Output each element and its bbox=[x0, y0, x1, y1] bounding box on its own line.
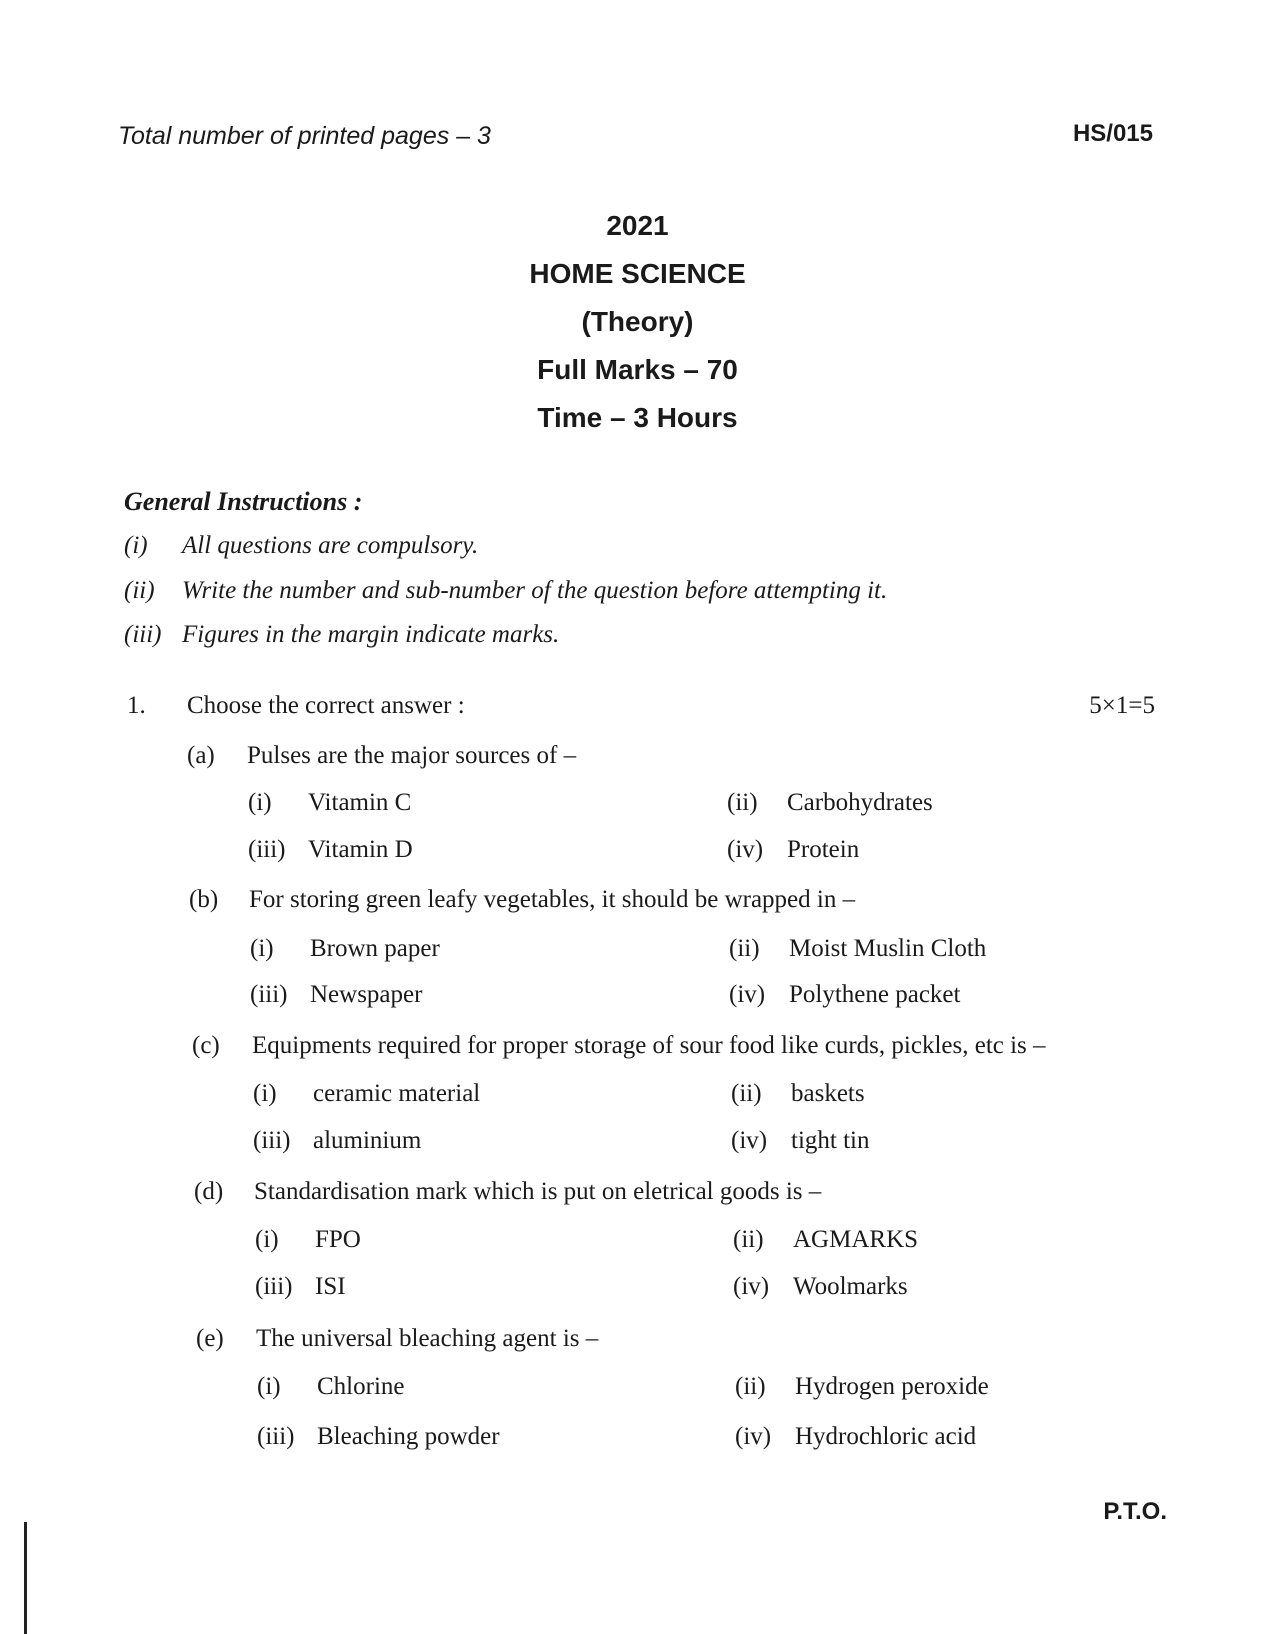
option-text: aluminium bbox=[313, 1127, 422, 1154]
instruction-number: (i) bbox=[124, 532, 148, 559]
option-label: (iii) bbox=[248, 836, 286, 863]
option-label: (i) bbox=[253, 1080, 277, 1107]
sub-question-label: (a) bbox=[187, 742, 215, 769]
option-text: Bleaching powder bbox=[317, 1423, 500, 1450]
sub-question-text: For storing green leafy vegetables, it should be wrapped in – bbox=[249, 886, 856, 913]
option-text: Brown paper bbox=[310, 935, 440, 962]
option-label: (iv) bbox=[733, 1273, 770, 1300]
option-text: AGMARKS bbox=[793, 1226, 919, 1253]
option-text: Carbohydrates bbox=[787, 789, 933, 816]
question-text: Choose the correct answer : bbox=[187, 692, 465, 719]
option-text: ISI bbox=[315, 1273, 346, 1300]
option-label: (ii) bbox=[729, 935, 760, 962]
sub-question-label: (d) bbox=[194, 1178, 224, 1205]
instruction-text: Write the number and sub-number of the question before attempting it. bbox=[182, 577, 888, 604]
full-marks: Full Marks – 70 bbox=[537, 354, 738, 385]
instruction-number: (ii) bbox=[124, 577, 155, 604]
sub-question-label: (e) bbox=[196, 1325, 224, 1352]
question-number: 1. bbox=[127, 692, 146, 719]
option-label: (ii) bbox=[727, 789, 758, 816]
option-text: Newspaper bbox=[310, 981, 423, 1008]
option-label: (i) bbox=[250, 935, 274, 962]
sub-question-label: (b) bbox=[189, 886, 219, 913]
sub-question-text: Equipments required for proper storage of sour food like curds, pickles, etc is – bbox=[252, 1032, 1046, 1059]
option-label: (iii) bbox=[255, 1273, 293, 1300]
title-block bbox=[0, 202, 1275, 442]
option-text: FPO bbox=[315, 1226, 361, 1253]
paper-code: HS/015 bbox=[1072, 120, 1153, 147]
option-text: Protein bbox=[787, 836, 860, 863]
option-label: (i) bbox=[248, 789, 272, 816]
printed-pages-note: Total number of printed pages – 3 bbox=[118, 122, 491, 150]
option-text: Vitamin C bbox=[308, 789, 412, 816]
option-text: ceramic material bbox=[313, 1080, 481, 1107]
option-label: (iv) bbox=[727, 836, 764, 863]
instruction-text: All questions are compulsory. bbox=[182, 532, 479, 559]
sub-question-text: The universal bleaching agent is – bbox=[256, 1325, 599, 1352]
option-label: (ii) bbox=[735, 1373, 766, 1400]
option-label: (i) bbox=[257, 1373, 281, 1400]
option-text: Hydrogen peroxide bbox=[795, 1373, 989, 1400]
paper-type: (Theory) bbox=[581, 306, 694, 337]
option-text: Polythene packet bbox=[789, 981, 961, 1008]
sub-question-label: (c) bbox=[192, 1032, 220, 1059]
sub-question-text: Pulses are the major sources of – bbox=[247, 742, 577, 769]
exam-year: 2021 bbox=[606, 210, 669, 241]
instruction-number: (iii) bbox=[124, 621, 162, 648]
option-text: Vitamin D bbox=[308, 836, 413, 863]
option-label: (ii) bbox=[731, 1080, 762, 1107]
option-text: Chlorine bbox=[317, 1373, 405, 1400]
option-text: Hydrochloric acid bbox=[795, 1423, 977, 1450]
question-marks: 5×1=5 bbox=[1089, 692, 1155, 719]
scan-edge-mark bbox=[24, 1522, 27, 1634]
sub-question-text: Standardisation mark which is put on eletrical goods is – bbox=[254, 1178, 822, 1205]
option-label: (i) bbox=[255, 1226, 279, 1253]
option-label: (iv) bbox=[735, 1423, 772, 1450]
option-text: tight tin bbox=[791, 1127, 870, 1154]
option-label: (iv) bbox=[729, 981, 766, 1008]
option-text: Moist Muslin Cloth bbox=[789, 935, 987, 962]
option-label: (iii) bbox=[253, 1127, 291, 1154]
option-label: (iii) bbox=[250, 981, 288, 1008]
please-turn-over: P.T.O. bbox=[1103, 1498, 1167, 1525]
time-allowed: Time – 3 Hours bbox=[537, 402, 738, 433]
instructions-heading: General Instructions : bbox=[124, 487, 363, 516]
instruction-text: Figures in the margin indicate marks. bbox=[182, 621, 560, 648]
option-label: (iv) bbox=[731, 1127, 768, 1154]
option-label: (iii) bbox=[257, 1423, 295, 1450]
option-text: baskets bbox=[791, 1080, 865, 1107]
option-text: Woolmarks bbox=[793, 1273, 908, 1300]
subject-title: HOME SCIENCE bbox=[529, 258, 746, 289]
option-label: (ii) bbox=[733, 1226, 764, 1253]
